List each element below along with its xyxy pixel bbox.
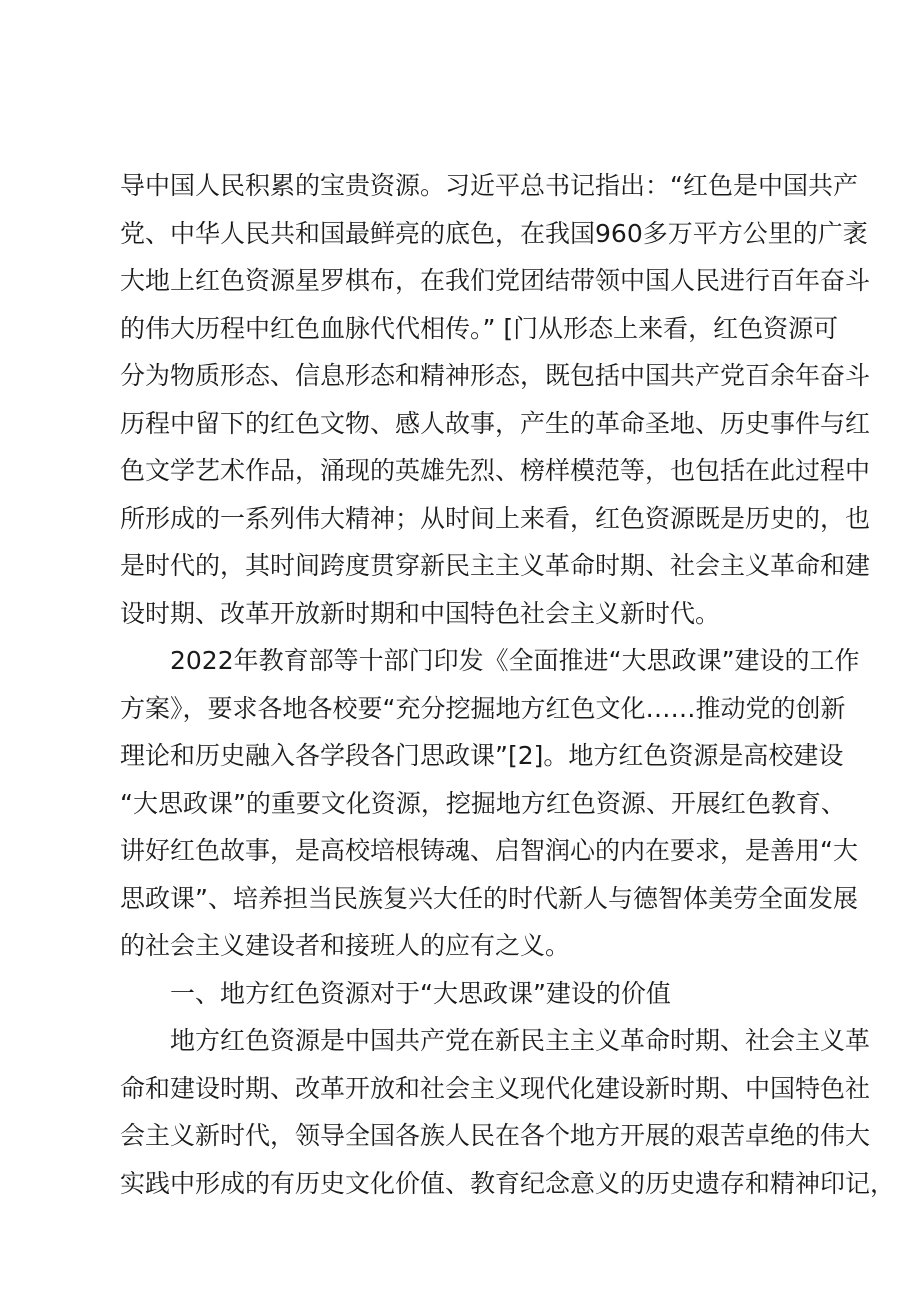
paragraph-3 xyxy=(120,1017,896,1207)
text-line: 导中国人民积累的宝贵资源。习近平总书记指出：“红色是中国共产 xyxy=(120,171,858,200)
text-line: 的伟大历程中红色血脉代代相传。” [门从形态上来看，红色资源可 xyxy=(120,313,839,343)
text-line: 方案》，要求各地各校要“充分挖掘地方红色文化……推动党的创新 xyxy=(120,693,846,723)
text-line: 党、中华人民共和国最鲜亮的底色，在我国960多万平方公里的广袤 xyxy=(120,218,868,248)
text-line: 地方红色资源是中国共产党在新民主主义革命时期、社会主义革 xyxy=(170,1026,871,1055)
document-body xyxy=(120,162,896,1207)
section-heading xyxy=(120,970,810,1018)
heading-text: 一、地方红色资源对于“大思政课”建设的价值 xyxy=(170,978,671,1008)
paragraph-1 xyxy=(120,162,871,637)
text-line: “大思政课”的重要文化资源，挖掘地方红色资源、开展红色教育、 xyxy=(120,788,846,818)
text-line: 思政课”、培养担当民族复兴大任的时代新人与德智体美劳全面发展 xyxy=(120,883,858,913)
text-line: 设时期、改革开放新时期和中国特色社会主义新时代。 xyxy=(120,598,721,628)
text-line: 所形成的一系列伟大精神；从时间上来看，红色资源既是历史的，也 xyxy=(120,503,871,533)
text-line: 大地上红色资源星罗棋布，在我们党团结带领中国人民进行百年奋斗 xyxy=(120,266,871,295)
text-line: 分为物质形态、信息形态和精神形态，既包括中国共产党百余年奋斗 xyxy=(120,361,871,390)
text-line: 实践中形成的有历史文化价值、教育纪念意义的历史遗存和精神印记， xyxy=(120,1168,896,1198)
text-line: 会主义新时代，领导全国各族人民在各个地方开展的艰苦卓绝的伟大 xyxy=(120,1121,871,1150)
text-line: 历程中留下的红色文物、感人故事，产生的革命圣地、历史事件与红 xyxy=(120,408,871,438)
text-line: 命和建设时期、改革开放和社会主义现代化建设新时期、中国特色社 xyxy=(120,1073,871,1103)
text-line: 理论和历史融入各学段各门思政课”[2]。地方红色资源是高校建设 xyxy=(120,741,844,770)
paragraph-2 xyxy=(120,637,860,970)
text-line: 的社会主义建设者和接班人的应有之义。 xyxy=(120,931,571,960)
text-line: 是时代的，其时间跨度贯穿新民主主义革命时期、社会主义革命和建 xyxy=(120,551,871,580)
text-line: 讲好红色故事，是高校培根铸魂、启智润心的内在要求，是善用“大 xyxy=(120,836,858,865)
text-line: 色文学艺术作品，涌现的英雄先烈、榜样模范等，也包括在此过程中 xyxy=(120,456,871,485)
text-line: 2022年教育部等十部门印发《全面推进“大思政课”建设的工作 xyxy=(170,646,860,675)
